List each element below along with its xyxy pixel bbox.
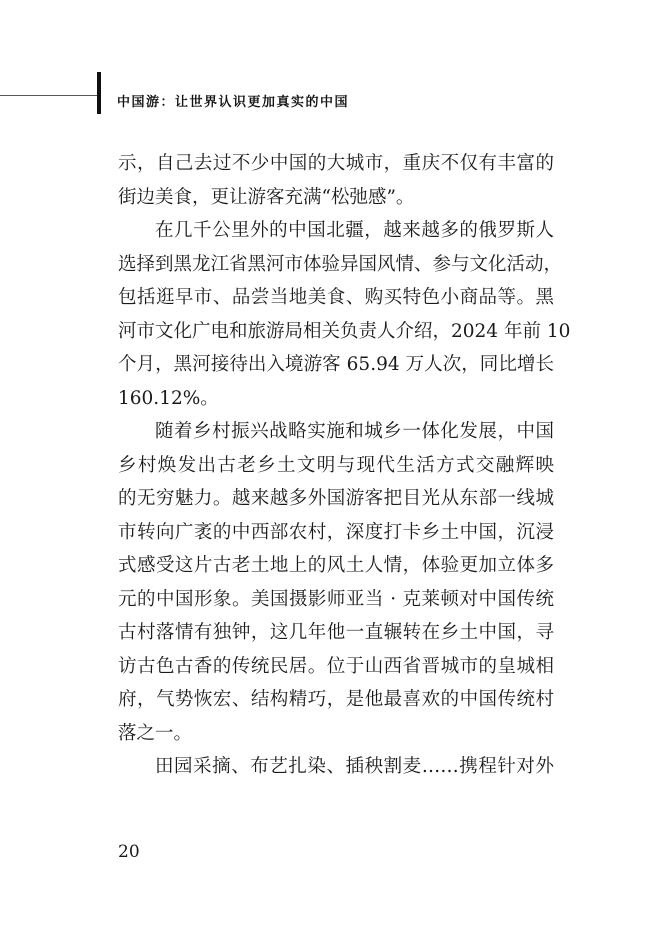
text-line: 随着乡村振兴战略实施和城乡一体化发展，中国 (155, 421, 554, 442)
text-line: 府，气势恢宏、结构精巧，是他最喜欢的中国传统村 (118, 689, 554, 710)
body-text (118, 147, 571, 784)
text-line: 乡村焕发出古老乡土文明与现代生活方式交融辉映 (118, 454, 554, 476)
text-line: 元的中国形象。美国摄影师亚当 · 克莱顿对中国传统 (118, 588, 554, 610)
text-line: 示，自己去过不少中国的大城市，重庆不仅有丰富的 (118, 153, 554, 174)
text-line: 市转向广袤的中西部农村，深度打卡乡土中国，沉浸 (118, 521, 554, 543)
text-line: 在几千公里外的中国北疆，越来越多的俄罗斯人 (155, 220, 554, 241)
text-line: 街边美食，更让游客充满“松弛感”。 (118, 186, 415, 208)
running-title: 中国游：让世界认识更加真实的中国 (117, 95, 350, 110)
text-line: 式感受这片古老土地上的风土人情，体验更加立体多 (118, 555, 554, 576)
text-line: 的无穷魅力。越来越多外国游客把目光从东部一线城 (118, 488, 554, 509)
text-line: 包括逛早市、品尝当地美食、购买特色小商品等。黑 (118, 287, 554, 308)
text-line: 160.12%。 (118, 387, 219, 409)
header-bar (97, 72, 101, 114)
text-line: 个月，黑河接待出入境游客 65.94 万人次，同比增长 (118, 354, 554, 375)
text-line: 访古色古香的传统民居。位于山西省晋城市的皇城相 (118, 655, 554, 677)
text-line: 古村落情有独钟，这几年他一直辗转在乡土中国，寻 (118, 622, 554, 643)
text-line: 河市文化广电和旅游局相关负责人介绍，2024 年前 10 (118, 320, 571, 342)
text-line: 落之一。 (118, 722, 193, 744)
text-line: 田园采摘、布艺扎染、插秧割麦……携程针对外 (155, 756, 554, 777)
header-rule (0, 95, 98, 96)
text-line: 选择到黑龙江省黑河市体验异国风情、参与文化活动， (118, 253, 563, 275)
page-number: 20 (118, 842, 140, 862)
